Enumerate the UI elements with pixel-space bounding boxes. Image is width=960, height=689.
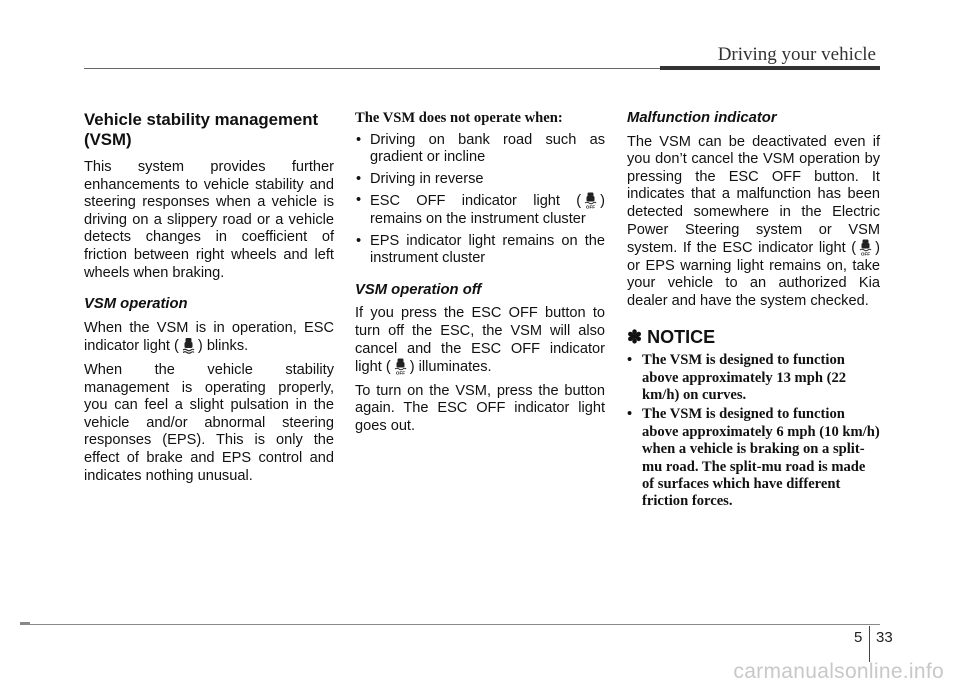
not-operate-list	[355, 132, 605, 268]
vsm-operation-paragraph: When the VSM is in operation, ESC indicator light ( ) blinks.	[84, 319, 334, 355]
chapter-number: 5	[854, 629, 863, 646]
running-header-title: Driving your vehicle	[717, 44, 876, 65]
watermark: carmanualsonline.info	[733, 660, 944, 683]
vsm-off-paragraph: If you press the ESC OFF button to turn off the ESC, the VSM will also cancel and the ESC OFF indicator light ( OFF ) illuminates.	[355, 305, 605, 376]
intro-paragraph: This system provides further enhancements to vehicle stability and steering responses when a vehicle is driving on a slippery road or a vehicle detects changes in coefficient of friction between right wheels and left wheels when braking.	[84, 159, 334, 281]
vsm-on-paragraph: To turn on the VSM, press the button again. The ESC OFF indicator light goes out.	[355, 382, 605, 434]
malfunction-heading: Malfunction indicator	[627, 110, 777, 126]
notice-star-icon: ✽	[627, 326, 643, 347]
esc-off-indicator-icon	[859, 239, 872, 256]
not-operate-heading: The VSM does not operate when:	[355, 110, 563, 126]
page-number-divider	[869, 626, 870, 662]
notice-item: • The VSM is designed to function above approximately 13 mph (22 km/h) on curves.	[627, 352, 880, 404]
notice-title: ✽ NOTICE	[627, 326, 716, 347]
notice-list	[627, 352, 880, 511]
list-item: • Driving in reverse	[355, 171, 605, 189]
notice-item: • The VSM is designed to function above approximately 6 mph (10 km/h) when a vehicle is braking on a split-mu road. The split-mu road is made of surfaces which have different friction forces.	[627, 406, 880, 510]
malfunction-paragraph: The VSM can be deactivated even if you don’t cancel the VSM operation by pressing the ESC OFF button. It indicates that a malfunction has been detected somewhere in the Electric Power Steering system or VSM system. If the ESC indicator light ( OFF ) or EPS warning light remains on, take your vehicle to an authorized Kia dealer and have the system checked.	[627, 133, 880, 309]
esc-off-indicator-icon	[584, 192, 597, 209]
svg-text:OFF: OFF	[861, 251, 871, 257]
column-middle	[355, 110, 605, 442]
list-item: • Driving on bank road such as gradient or incline	[355, 132, 605, 167]
list-item: • ESC OFF indicator light ( OFF ) remains on the instrument cluster	[355, 192, 605, 228]
list-item: • EPS indicator light remains on the instrument cluster	[355, 233, 605, 268]
vsm-operation-detail: When the vehicle stability management is operating properly, you can feel a slight pulsation in the vehicle and/or abnormal steering responses (EPS). This is only the effect of brake and EPS control and indicates nothing unusual.	[84, 361, 334, 484]
svg-text:OFF: OFF	[586, 204, 596, 210]
column-right	[627, 110, 880, 513]
esc-indicator-icon	[182, 337, 195, 354]
page-number: 33	[876, 629, 893, 646]
vsm-off-heading: VSM operation off	[355, 281, 482, 298]
header-rule-accent	[660, 66, 880, 70]
section-title: Vehicle stability management (VSM)	[84, 110, 319, 149]
footer-rule	[20, 624, 880, 625]
column-left	[84, 110, 334, 491]
vsm-operation-heading: VSM operation	[84, 296, 188, 313]
svg-text:OFF: OFF	[395, 370, 405, 376]
esc-off-indicator-icon	[394, 358, 407, 375]
